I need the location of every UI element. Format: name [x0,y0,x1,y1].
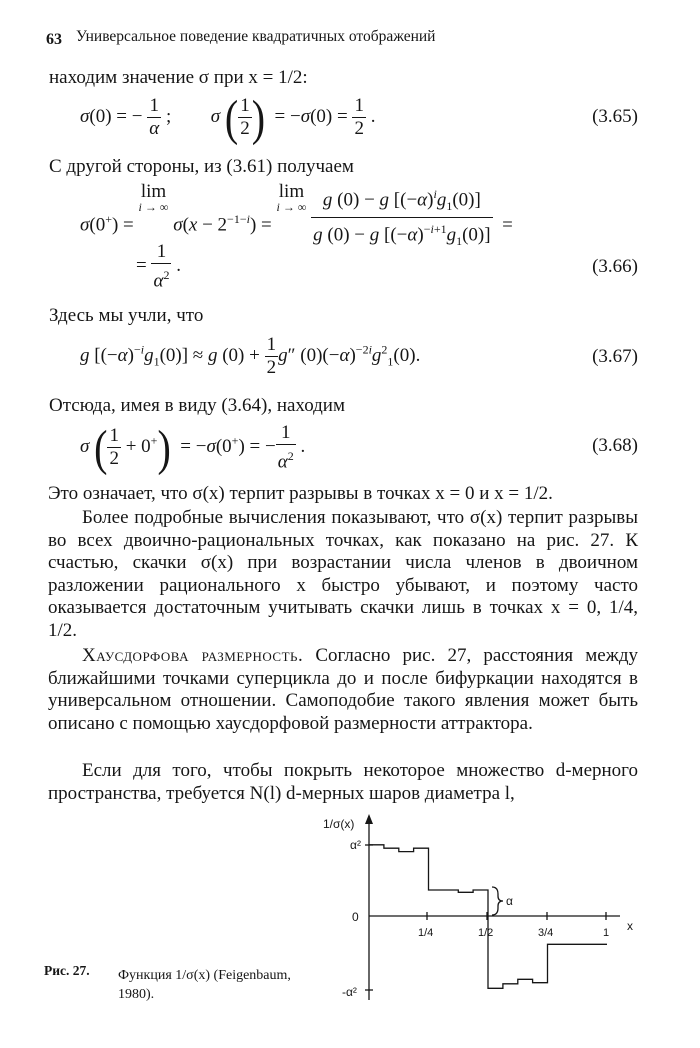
tick-label-half: 1/2 [478,927,494,939]
y-axis-arrow [365,814,373,824]
paragraph-covering-text: Если для того, чтобы покрыть некоторое множество d-мерного пространства, требуется N(l) d-мерных шаров диаметра l, [48,760,638,804]
figure-27-chart [310,812,650,1012]
intro-line-3 [49,305,203,326]
equation-3-68: σ ( $\frac{1}{2}$ + 0+) = −σ(0+) = − $\frac{1}{\alpha^2}$ . [80,418,306,476]
equation-number-3-67: (3.67) [592,346,638,367]
paragraph-detailed-calc-text: Более подробные вычисления показывают, что σ(x) терпит разрывы во всех двоично-рациональных точках, как показано на рис. 27. К счастью, скачки σ(x) при возрастании числа членов в двоичном разложении рационального x быстро убывают, и поэтому часто оказывается достаточным учитывать скачки лишь в точках x = 0, 1/4, 1/2. [48,507,638,641]
paragraph-hausdorff-text: Согласно рис. 27, расстояния между ближайшими точками суперцикла до и после бифуркации находятся в универсальном отношении. Самоподобие такого явления может быть описано с помощью хаусдорфовой размерности аттрактора. [48,645,638,734]
equation-3-65: σ(0) = − $\frac{1}{\alpha}$ ; σ ( $\frac{1}{2}$ ) = −σ(0) = $\frac{1}{2}$ . [80,88,376,145]
tick-label-three-quarters: 3/4 [538,927,554,939]
label-minus-alpha2: -α² [342,985,357,999]
equation-3-66-result: = $\frac{1}{\alpha^2}$ . [136,241,181,292]
label-alpha-gap: α [506,894,513,908]
alpha-brace [492,887,503,915]
label-zero: 0 [352,910,359,924]
paragraph-detailed-calc [48,507,638,643]
paragraph-discontinuity [48,483,638,506]
equation-number-3-65: (3.65) [592,106,638,127]
equation-3-67: g $[(-\alpha)^{-i}g_1(0)] \approx g$ (0) + $\frac{1}{2}$ g″ $(0)(-\alpha)^{-2i}g^2_1(0)$. [80,334,421,378]
intro-line-4-text: Отсюда, имея в виду (3.64), находим [49,395,346,416]
intro-line-3-text: Здесь мы учли, что [49,305,204,326]
paragraph-hausdorff-heading: Хаусдорфова размерность. [82,645,304,666]
equation-number-3-66: (3.66) [592,256,638,277]
equation-number-3-68: (3.68) [592,435,638,456]
equation-3-66: σ(0+) = lim i → ∞ $\sigma(x - 2^{-1-i}) = \lim$ i → ∞ $\frac{g (0) - g [(-\alpha)^ig_1(0)]}{g (0) - g [(-\alpha)^{-i+1}g_1(0)]}$ = [80,181,513,249]
tick-label-one: 1 [603,927,610,939]
intro-line-2-text: С другой стороны, из (3.61) получаем [49,156,354,177]
tick-label-quarter: 1/4 [418,927,434,939]
page-number: 63 [46,31,62,48]
y-axis-label: 1/σ(x) [323,817,355,831]
label-alpha2-top: α² [350,838,361,852]
figure-label: Рис. 27. [44,963,90,978]
intro-line-2 [49,156,354,177]
running-title: Универсальное поведение квадратичных отображений [76,28,436,45]
paragraph-discontinuity-text: Это означает, что σ(x) терпит разрывы в точках x = 0 и x = 1/2. [48,483,553,504]
paragraph-hausdorff [48,645,638,735]
intro-line-1 [49,67,308,88]
figure-caption-line-2: 1980). [118,987,155,1002]
intro-line-4 [49,395,345,416]
x-axis-label: x [627,919,633,933]
figure-caption-line-1: Функция 1/σ(x) (Feigenbaum, [118,968,291,983]
intro-line-1-text: находим значение σ при x = 1/2: [49,67,308,88]
paragraph-covering [48,760,638,805]
